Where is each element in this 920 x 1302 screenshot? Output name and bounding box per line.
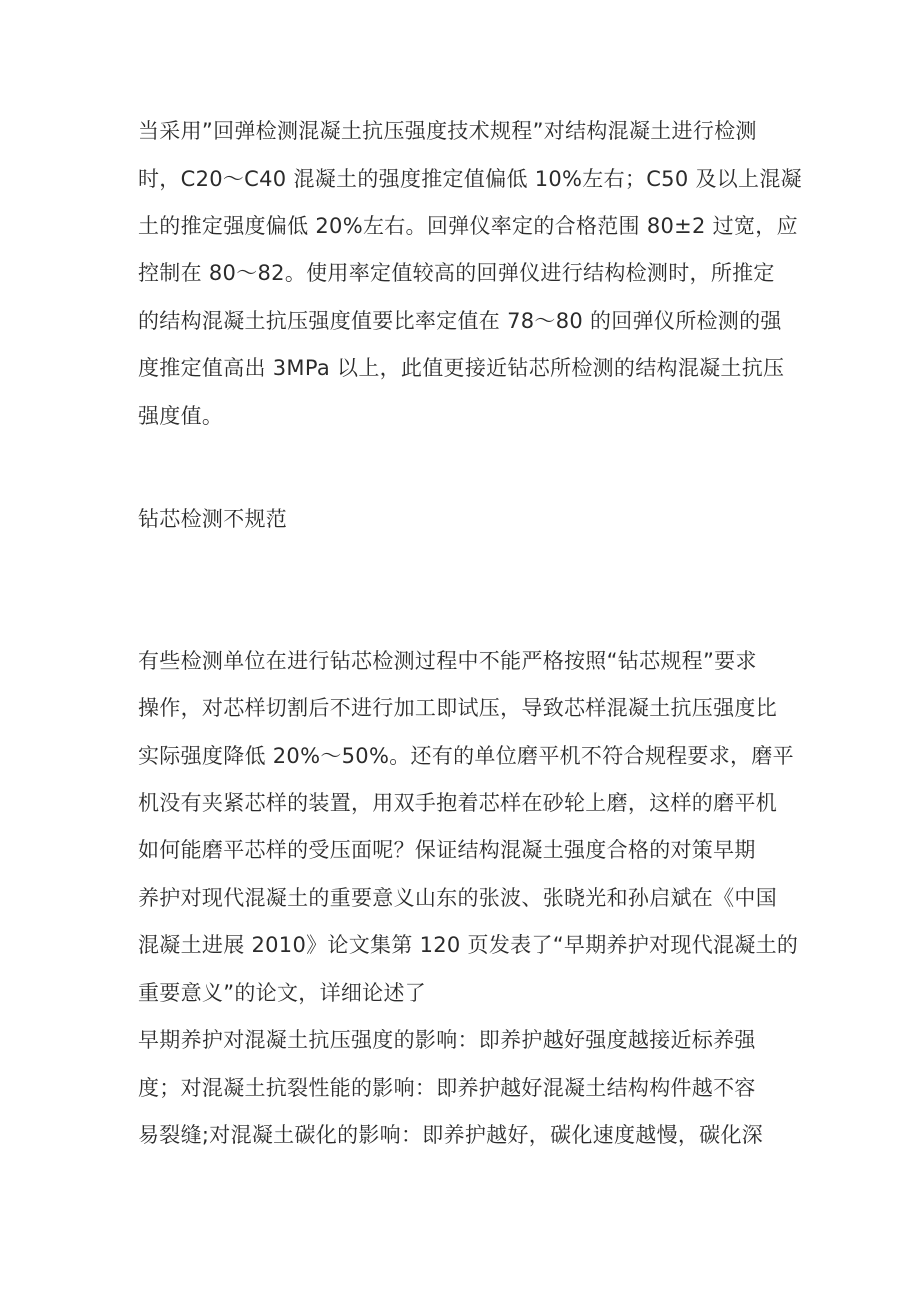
paragraph-2-line-6: 养护对现代混凝土的重要意义山东的张波、张晓光和孙启斌在《中国 xyxy=(138,886,777,910)
paragraph-2-line-4: 机没有夹紧芯样的装置，用双手抱着芯样在砂轮上磨，这样的磨平机 xyxy=(138,791,777,815)
paragraph-1-line-4: 控制在 80～82。使用率定值较高的回弹仪进行结构检测时，所推定 xyxy=(138,261,775,285)
paragraph-2-line-3: 实际强度降低 20%～50%。还有的单位磨平机不符合规程要求，磨平 xyxy=(138,744,794,768)
paragraph-3-line-3: 易裂缝;对混凝土碳化的影响：即养护越好，碳化速度越慢，碳化深 xyxy=(138,1123,764,1147)
paragraph-2-line-2: 操作，对芯样切割后不进行加工即试压，导致芯样混凝土抗压强度比 xyxy=(138,696,777,720)
paragraph-3-line-1: 早期养护对混凝土抗压强度的影响：即养护越好强度越接近标养强 xyxy=(138,1028,756,1052)
paragraph-2-line-5: 如何能磨平芯样的受压面呢？保证结构混凝土强度合格的对策早期 xyxy=(138,838,756,862)
paragraph-1-line-7: 强度值。 xyxy=(138,404,224,428)
paragraph-2-line-7: 混凝土进展 2010》论文集第 120 页发表了“早期养护对现代混凝土的 xyxy=(138,933,799,957)
paragraph-3-line-2: 度；对混凝土抗裂性能的影响：即养护越好混凝土结构构件越不容 xyxy=(138,1076,756,1100)
paragraph-1-line-5: 的结构混凝土抗压强度值要比率定值在 78～80 的回弹仪所检测的强 xyxy=(138,309,782,333)
paragraph-1-line-2: 时，C20～C40 混凝土的强度推定值偏低 10%左右；C50 及以上混凝 xyxy=(138,167,802,191)
paragraph-2-line-1: 有些检测单位在进行钻芯检测过程中不能严格按照“钻芯规程”要求 xyxy=(138,649,757,673)
paragraph-2-line-8: 重要意义”的论文，详细论述了 xyxy=(138,981,427,1005)
paragraph-1-line-3: 土的推定强度偏低 20%左右。回弹仪率定的合格范围 80±2 过宽，应 xyxy=(138,214,798,238)
paragraph-1-line-1: 当采用”回弹检测混凝土抗压强度技术规程”对结构混凝土进行检测 xyxy=(138,119,757,143)
paragraph-1-line-6: 度推定值高出 3MPa 以上，此值更接近钻芯所检测的结构混凝土抗压 xyxy=(138,356,785,380)
section-heading: 钻芯检测不规范 xyxy=(138,507,288,531)
